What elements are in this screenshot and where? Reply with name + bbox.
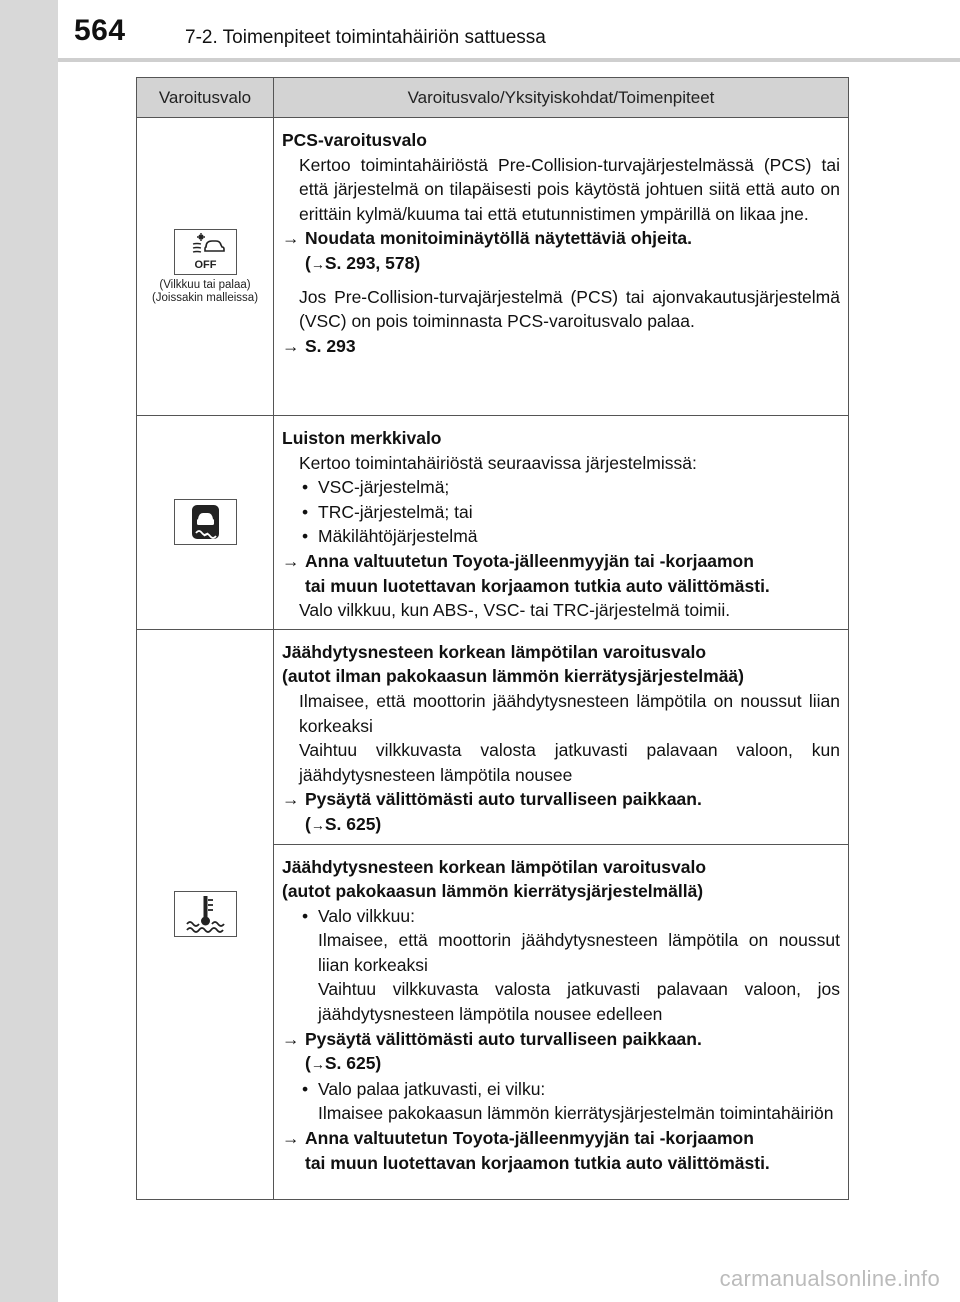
slip-icon-cell [137, 416, 274, 630]
pcs-icon-note-1: (Vilkkuu tai palaa) [159, 278, 251, 291]
table-row-coolant-a [137, 629, 849, 844]
coolant-b-action-1 [282, 1027, 840, 1052]
arrow-icon: → [282, 1028, 300, 1049]
header-rule [58, 58, 960, 62]
pcs-description: Kertoo toimintahäiriöstä Pre-Collision-turvajärjestelmässä (PCS) tai että järjestelmä on tilapäisesti pois käytöstä johtuen siitä että auto on erittäin kylmä/kuuma tai että etutunnistimen ympärillä on likaa jne. [299, 154, 840, 224]
coolant-b-action-2 [282, 1126, 840, 1175]
coolant-a-ref-text: S. 625) [324, 813, 382, 834]
pcs-action [282, 226, 840, 251]
slip-title: Luiston merkkivalo [282, 428, 442, 448]
coolant-b-desc-2: Vaihtuu vilkkuvasta valosta jatkuvasti palavaan valoon, jos jäähdytysnesteen lämpötila nousee edelleen [318, 979, 840, 1025]
coolant-b-title-2: (autot pakokaasun lämmön kierrätysjärjestelmällä) [282, 881, 704, 902]
coolant-b-ref-text: S. 625) [324, 1053, 382, 1074]
coolant-b-action-2-line1: Anna valtuutetun Toyota-jälleenmyyjän tai -korjaamon [305, 1128, 754, 1149]
arrow-icon: → [282, 1128, 300, 1149]
page-number: 564 [74, 14, 126, 47]
slip-action-line1: Anna valtuutetun Toyota-jälleenmyyjän tai -korjaamon [305, 550, 754, 571]
coolant-a-desc-1: Ilmaisee, että moottorin jäähdytysnesteen lämpötila on noussut liian korkeaksi [299, 690, 840, 736]
col-header-details: Varoitusvalo/Yksityiskohdat/Toimenpiteet [274, 78, 849, 118]
watermark: carmanualsonline.info [719, 1266, 940, 1291]
arrow-icon: → [282, 789, 300, 810]
col-header-light: Varoitusvalo [137, 78, 274, 118]
coolant-b-action-1-text: Pysäytä välittömästi auto turvalliseen paikkaan. [305, 1028, 702, 1049]
slip-text-cell [274, 416, 849, 630]
slip-action [282, 549, 840, 598]
table-row-slip [137, 416, 849, 630]
coolant-a-title-2: (autot ilman pakokaasun lämmön kierrätysjärjestelmää) [282, 666, 744, 687]
list-item: • Mäkilähtöjärjestelmä [282, 524, 840, 549]
section-title: 7-2. Toimenpiteet toimintahäiriön sattuessa [185, 27, 546, 48]
arrow-icon: → [310, 255, 325, 272]
pcs-icon-off-label: OFF [194, 258, 216, 271]
pcs-page-ref [282, 251, 840, 277]
pcs-ref-text: S. 293, 578) [324, 252, 421, 273]
pcs-icon-cell [137, 118, 274, 416]
pcs-paragraph-2: Jos Pre-Collision-turvajärjestelmä (PCS) tai ajonvakautusjärjestelmä (VSC) on pois toiminnasta PCS-varoitusvalo palaa. [299, 286, 840, 332]
warning-lights-table [136, 77, 849, 1200]
table-row-pcs [137, 118, 849, 416]
table-header-row [137, 78, 849, 118]
coolant-b-desc-1: Ilmaisee, että moottorin jäähdytysnesteen lämpötila on noussut liian korkeaksi [318, 930, 840, 975]
pcs-icon-note-2: (Joissakin malleissa) [151, 291, 259, 304]
pcs-warning-icon [174, 229, 237, 275]
slip-description: Kertoo toimintahäiriöstä seuraavissa järjestelmissä: [299, 452, 697, 473]
coolant-temperature-icon [174, 891, 237, 937]
pcs-title: PCS-varoitusvalo [282, 130, 427, 150]
coolant-b-title-1: Jäähdytysnesteen korkean lämpötilan varoitusvalo [282, 856, 707, 877]
coolant-b-text-cell [274, 844, 849, 1199]
arrow-icon: → [310, 816, 325, 833]
arrow-icon: → [282, 335, 300, 356]
list-item: • VSC-järjestelmä; [282, 475, 840, 500]
left-margin-band [0, 0, 58, 1302]
pcs-page-ref-2 [282, 334, 840, 359]
coolant-a-action-text: Pysäytä välittömästi auto turvalliseen paikkaan. [305, 789, 702, 810]
coolant-a-desc-2: Vaihtuu vilkkuvasta valosta jatkuvasti palavaan valoon, kun jäähdytysnesteen lämpötila nousee [299, 740, 840, 785]
ref-open-paren: ( [305, 252, 311, 273]
slip-indicator-icon [174, 499, 237, 545]
coolant-b-action-2-line2: tai muun luotettavan korjaamon tutkia auto välittömästi. [305, 1152, 770, 1173]
arrow-icon: → [282, 228, 300, 249]
slip-note: Valo vilkkuu, kun ABS-, VSC- tai TRC-järjestelmä toimii. [299, 600, 731, 621]
list-item: • TRC-järjestelmä; tai [282, 500, 840, 525]
pcs-text-cell [274, 118, 849, 416]
list-item: • Valo vilkkuu: [282, 904, 840, 929]
coolant-b-page-ref [282, 1051, 840, 1077]
list-item: • Valo palaa jatkuvasti, ei vilku: [282, 1077, 840, 1102]
coolant-a-action [282, 787, 840, 812]
ref-open-paren: ( [305, 1053, 311, 1074]
pcs-ref2-text: S. 293 [305, 335, 356, 356]
coolant-a-page-ref [282, 812, 840, 838]
arrow-icon: → [282, 550, 300, 571]
arrow-icon: → [310, 1056, 325, 1073]
ref-open-paren: ( [305, 813, 311, 834]
coolant-a-title-1: Jäähdytysnesteen korkean lämpötilan varoitusvalo [282, 641, 707, 662]
slip-action-line2: tai muun luotettavan korjaamon tutkia auto välittömästi. [305, 575, 770, 596]
coolant-icon-cell [137, 629, 274, 1199]
pcs-action-text: Noudata monitoiminäytöllä näytettäviä ohjeita. [305, 228, 693, 249]
coolant-b-desc-3: Ilmaisee pakokaasun lämmön kierrätysjärjestelmän toimintahäiriön [318, 1103, 834, 1124]
coolant-a-text-cell [274, 629, 849, 844]
